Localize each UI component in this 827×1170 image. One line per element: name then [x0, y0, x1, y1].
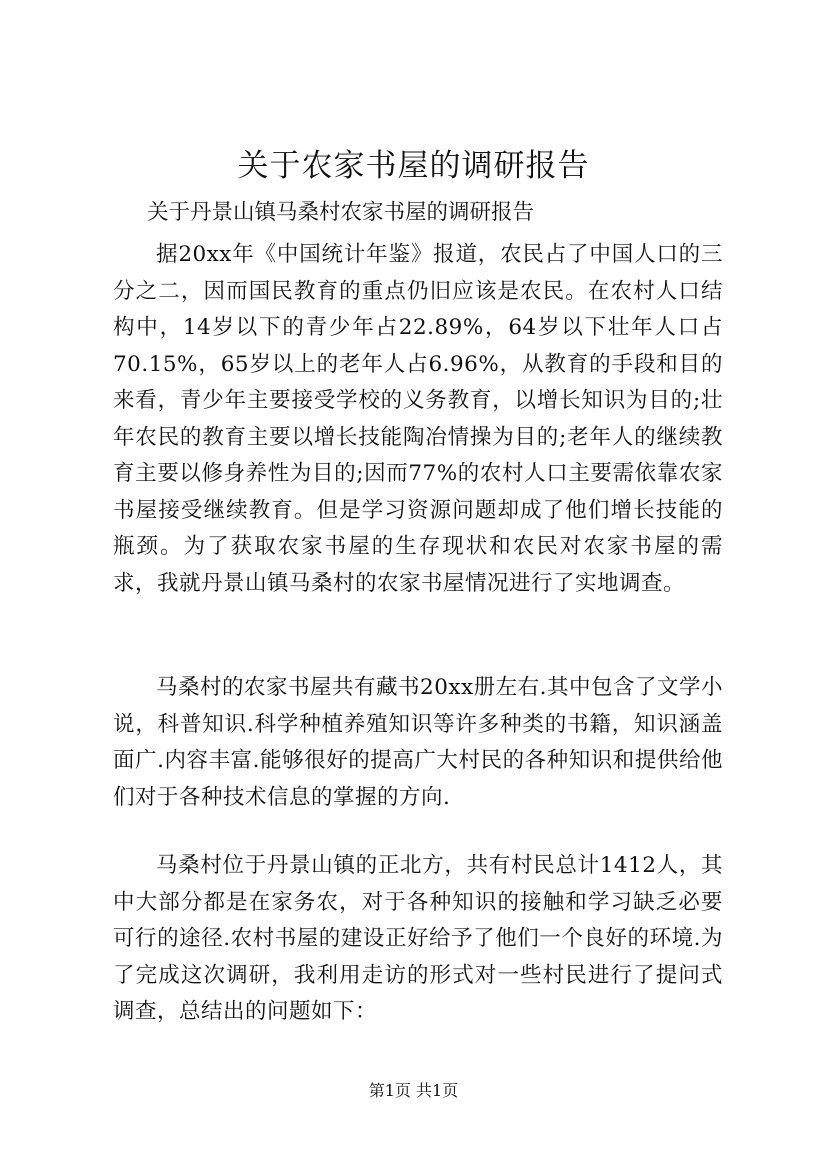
- document-subtitle: 关于丹景山镇马桑村农家书屋的调研报告: [147, 200, 535, 225]
- body-paragraph: 马桑村的农家书屋共有藏书20xx册左右.其中包含了文学小说，科普知识.科学种植养殖知识等许多种类的书籍，知识涵盖面广.内容丰富.能够很好的提高广大村民的各种知识和提供给他们对于各种技术信息的掌握的方向.: [113, 675, 723, 810]
- body-paragraph: 据20xx年《中国统计年鉴》报道，农民占了中国人口的三分之二，因而国民教育的重点仍旧应该是农民。在农村人口结构中，14岁以下的青少年占22.89%，64岁以下壮年人口占70.15%，65岁以上的老年人占6.96%，从教育的手段和目的来看，青少年主要接受学校的义务教育，以增长知识为目的;壮年农民的教育主要以增长技能陶冶情操为目的;老年人的继续教育主要以修身养性为目的;因而77%的农村人口主要需依靠农家书屋接受继续教育。但是学习资源问题却成了他们增长技能的瓶颈。为了获取农家书屋的生存现状和农民对农家书屋的需求，我就丹景山镇马桑村的农家书屋情况进行了实地调查。: [113, 242, 723, 596]
- page-footer: 第1页 共1页: [368, 1081, 459, 1100]
- page-title: 关于农家书屋的调研报告: [237, 148, 590, 184]
- body-paragraph: 马桑村位于丹景山镇的正北方，共有村民总计1412人，其中大部分都是在家务农，对于各种知识的接触和学习缺乏必要可行的途径.农村书屋的建设正好给予了他们一个良好的环境.为了完成这次调研，我利用走访的形式对一些村民进行了提问式调查，总结出的问题如下：: [113, 853, 723, 1024]
